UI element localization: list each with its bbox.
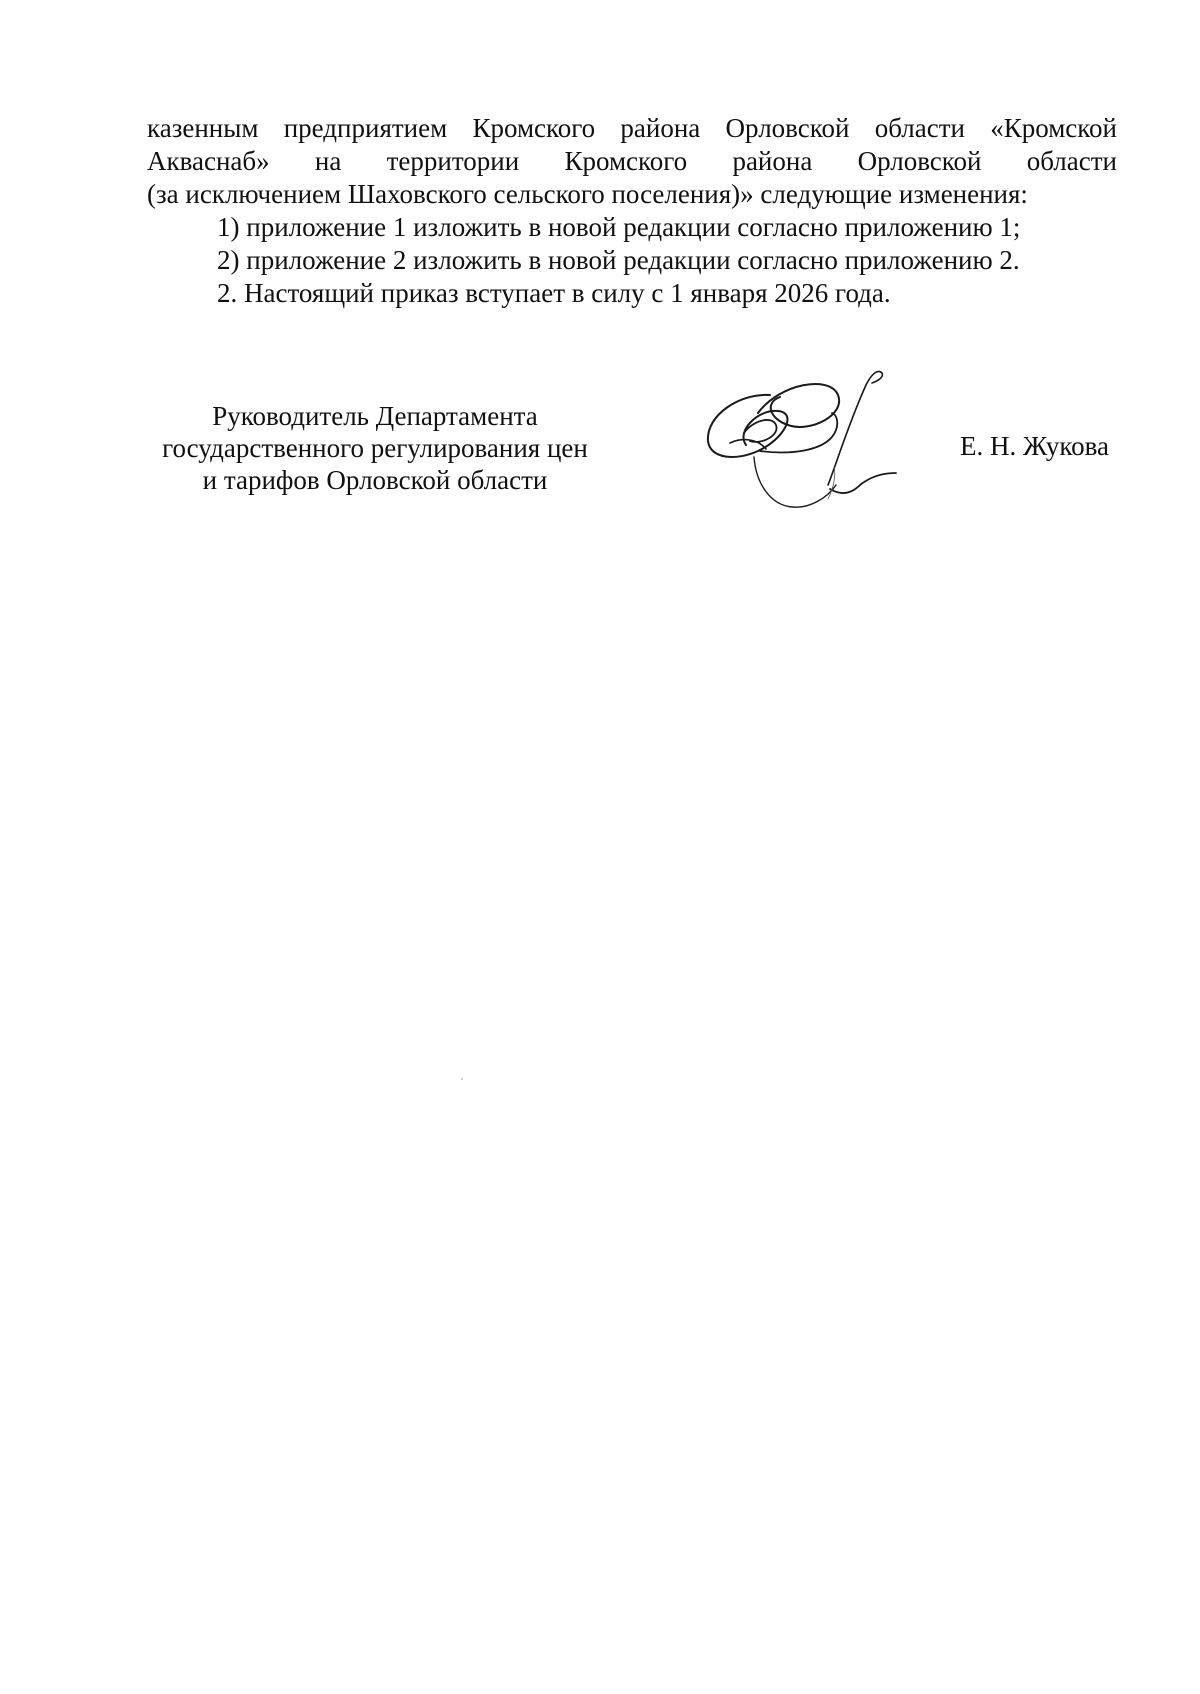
paragraph-line-2: Акваснаб» на территории Кромского района Орловской области [147, 146, 1117, 176]
clause-2: 2. Настоящий приказ вступает в силу с 1 января 2026 года. [217, 278, 891, 308]
signatory-position [130, 400, 620, 496]
list-item-1: 1) приложение 1 изложить в новой редакции согласно приложению 1; [217, 212, 1021, 242]
position-line-2: государственного регулирования цен [162, 433, 588, 463]
paragraph-line-1: казенным предприятием Кромского района Орловской области «Кромской [147, 113, 1117, 143]
paragraph-line-3: (за исключением Шаховского сельского поселения)» следующие изменения: [147, 179, 1028, 209]
signer-name: Е. Н. Жукова [960, 431, 1109, 461]
scan-speck [461, 1078, 463, 1080]
handwritten-signature-icon [700, 355, 910, 525]
document-body [147, 112, 1117, 310]
position-line-3: и тарифов Орловской области [202, 465, 548, 495]
list-item-2: 2) приложение 2 изложить в новой редакции согласно приложению 2. [217, 245, 1020, 275]
position-line-1: Руководитель Департамента [212, 401, 538, 431]
